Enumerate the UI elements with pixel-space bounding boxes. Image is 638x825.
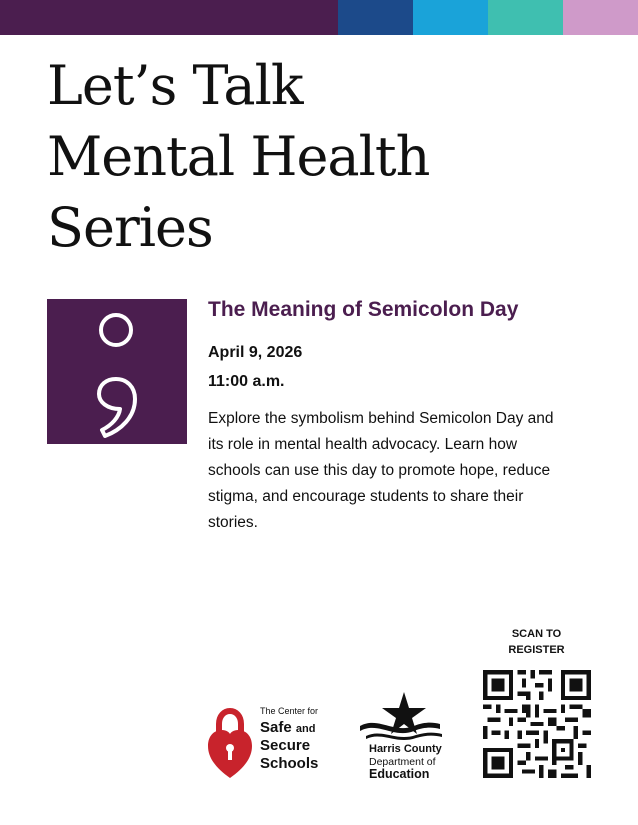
padlock-heart-icon xyxy=(206,708,254,780)
hcde-education: Education xyxy=(369,767,430,781)
event-date: April 9, 2026 xyxy=(208,344,303,361)
center-logo-line xyxy=(260,719,315,738)
series-title-line: Mental Health xyxy=(47,125,430,188)
event-description: Explore the symbolism behind Semicolon Day and its role in mental health advocacy. Learn how schools can use this day to promote hope, reduce stigma, and encourage students to share their stories. xyxy=(208,410,554,531)
top-color-bar xyxy=(0,0,638,35)
center-logo-line: Secure xyxy=(260,737,311,754)
qr-code-icon[interactable] xyxy=(483,670,591,778)
center-safe-secure-schools-logo xyxy=(206,706,336,781)
series-title-line: Let’s Talk xyxy=(47,54,303,117)
top-bar-segment xyxy=(0,0,338,35)
center-logo-line: Schools xyxy=(260,755,319,772)
event-title: The Meaning of Semicolon Day xyxy=(208,298,519,321)
harris-county-logo xyxy=(356,690,456,785)
center-logo-word: Safe xyxy=(260,719,292,736)
top-bar-segment xyxy=(488,0,563,35)
top-bar-segment xyxy=(338,0,413,35)
series-title-line: Series xyxy=(47,196,213,259)
scan-label-line: SCAN TO xyxy=(511,628,562,640)
event-time: 11:00 a.m. xyxy=(208,373,285,390)
top-bar-segment xyxy=(563,0,638,35)
hcde-name: Harris County xyxy=(369,743,442,755)
series-title xyxy=(47,50,429,263)
scan-to-register-label xyxy=(480,626,593,658)
hcde-dept: Department of xyxy=(369,756,436,768)
top-bar-segment xyxy=(413,0,488,35)
center-logo-small-text: The Center for xyxy=(260,706,319,716)
scan-label-line: REGISTER xyxy=(508,644,565,656)
star-flag-icon xyxy=(356,690,446,742)
center-logo-and: and xyxy=(295,723,316,735)
semicolon-icon xyxy=(47,299,187,444)
